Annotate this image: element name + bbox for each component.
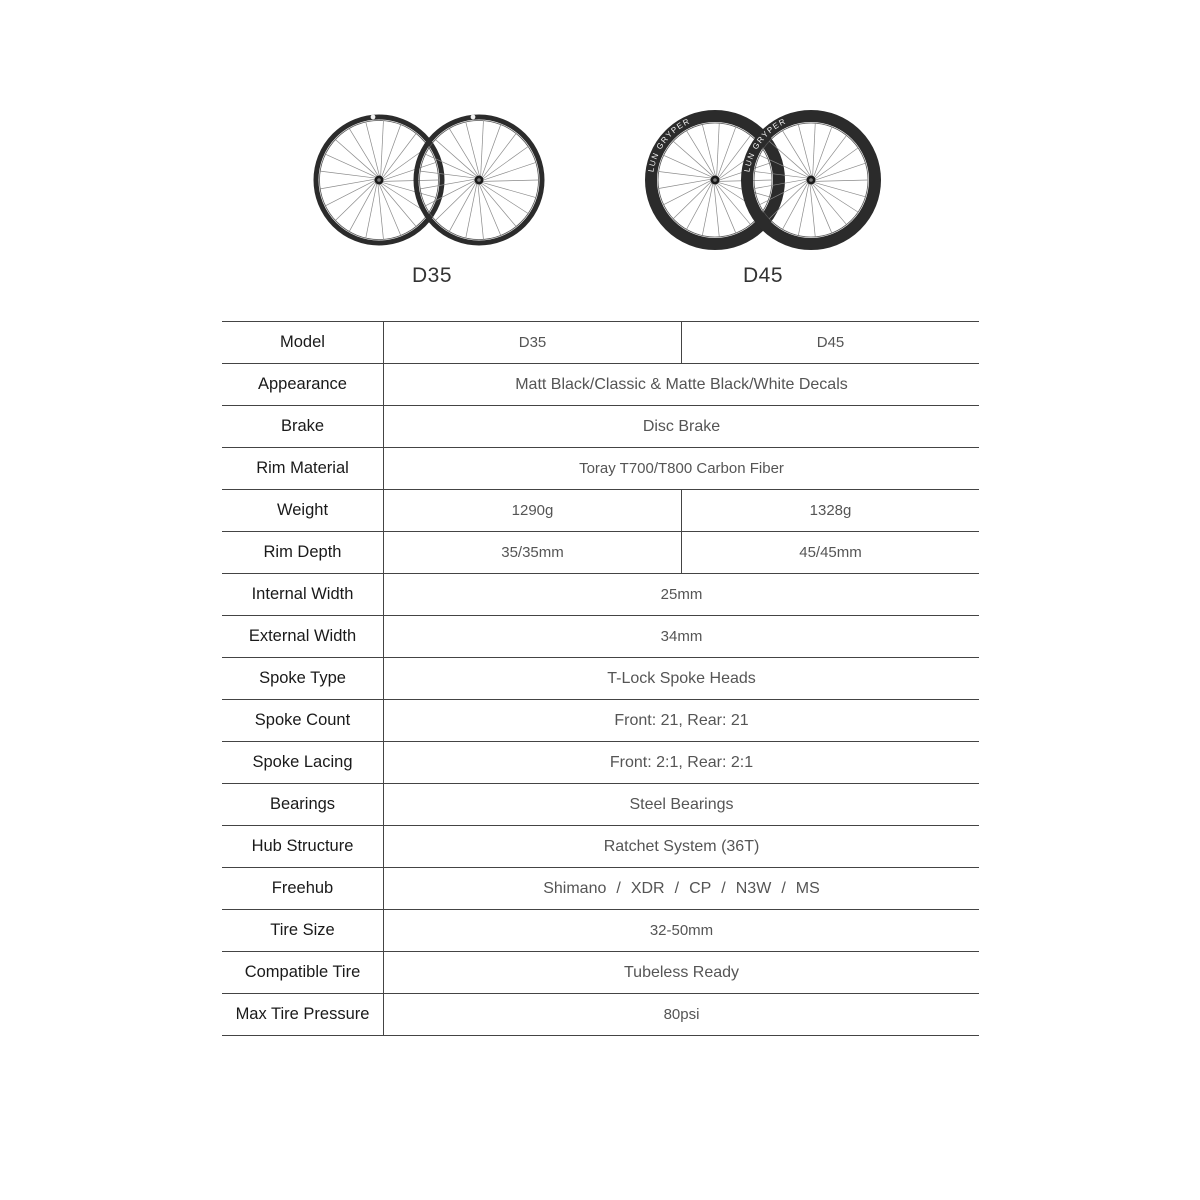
spoke [349,128,378,176]
row-label: Internal Width [222,574,384,616]
spoke [673,141,713,176]
spoke [420,179,475,189]
separator: / [674,879,680,897]
freehub-option: XDR [630,879,665,897]
row-value: Front: 21, Rear: 21 [384,700,980,742]
spoke [482,133,516,177]
d45-value-cell: 1328g [682,490,980,532]
table-row [222,658,979,700]
axle [809,178,813,182]
spoke [335,140,377,177]
spoke [320,171,375,178]
table-row [222,952,979,994]
row-label: Spoke Type [222,658,384,700]
spoke [482,125,501,177]
table-row [222,826,979,868]
axle [377,178,381,182]
freehub-option: N3W [735,879,772,897]
spoke [483,180,539,181]
d35-model-cell: D35 [384,322,682,364]
spoke [425,180,475,205]
d45-wheel-image [645,108,883,253]
spoke [718,127,736,177]
row-value: Steel Bearings [384,784,980,826]
spoke [382,125,401,177]
d35-value-cell: 1290g [384,490,682,532]
rim-decal [647,116,692,172]
spec-table [222,321,979,1036]
d35-label: D35 [411,264,453,287]
table-row [222,574,979,616]
row-label: Freehub [222,868,384,910]
spoke [481,121,484,177]
rim-logo [371,115,376,120]
spoke [673,182,711,219]
table-row [222,532,979,574]
spoke [381,121,384,177]
spoke [449,128,478,176]
separator: / [721,879,726,897]
row-label: Appearance [222,364,384,406]
d45-label: D45 [742,264,784,287]
row-value: Front: 2:1, Rear: 2:1 [384,742,980,784]
freehub-option: CP [689,879,712,897]
freehub-option: MS [795,879,820,897]
spoke [325,180,375,205]
row-value: 25mm [384,574,980,616]
table-row [222,784,979,826]
spoke [814,127,832,177]
row-value: 34mm [384,616,980,658]
table-row [222,490,979,532]
wheel [416,115,542,243]
row-label: Max Tire Pressure [222,994,384,1036]
spoke [664,180,711,204]
d45-value-cell: 45/45mm [682,532,980,574]
spoke [659,172,712,179]
row-value: 80psi [384,994,980,1036]
rim-logo [471,115,476,120]
row-label: Rim Material [222,448,384,490]
d45-model-cell: D45 [682,322,980,364]
freehub-options [384,868,980,910]
table-row [222,700,979,742]
spoke [687,131,715,176]
spoke [815,163,865,180]
axle [713,178,717,182]
row-label: Rim Depth [222,532,384,574]
row-label: Compatible Tire [222,952,384,994]
freehub-option: Shimano [543,879,607,897]
spoke [483,146,528,179]
spoke [382,133,416,177]
rim-decal-text: LUN GRYPER [646,116,693,173]
spoke [420,171,475,178]
row-label: Model [222,322,384,364]
table-row [222,448,979,490]
row-label: Tire Size [222,910,384,952]
separator: / [616,879,621,897]
row-label: Brake [222,406,384,448]
spoke [320,179,375,189]
spoke [483,162,536,180]
table-row-freehub [222,868,979,910]
d45-wheels-svg [645,108,883,253]
spoke [335,182,375,221]
spoke [659,179,711,188]
spoke [664,155,713,177]
rim-decal-text: LUN GRYPER [742,116,789,173]
table-row [222,742,979,784]
spoke [813,123,816,176]
spoke [481,183,528,213]
table-row-model [222,322,979,364]
row-value: Tubeless Ready [384,952,980,994]
row-label: Bearings [222,784,384,826]
table-row [222,994,979,1036]
axle [477,178,481,182]
spoke [717,123,720,176]
separator: / [781,879,786,897]
row-value: T-Lock Spoke Heads [384,658,980,700]
spoke [425,154,476,177]
d35-wheels-svg [312,108,550,253]
spoke [813,183,858,212]
row-label: Spoke Lacing [222,742,384,784]
spoke [815,180,868,181]
spoke [383,162,436,180]
row-label: Weight [222,490,384,532]
table-row [222,910,979,952]
row-value: 32-50mm [384,910,980,952]
wheel [316,115,442,243]
d35-wheel-image [312,108,550,253]
table-row [222,616,979,658]
spoke [325,154,376,177]
row-label: External Width [222,616,384,658]
row-value: Matt Black/Classic & Matte Black/White Decals [384,364,980,406]
d35-value-cell: 35/35mm [384,532,682,574]
row-value: Toray T700/T800 Carbon Fiber [384,448,980,490]
spoke [783,131,811,176]
spoke [815,148,858,179]
row-value: Ratchet System (36T) [384,826,980,868]
spoke [383,180,439,181]
table-row [222,364,979,406]
row-label: Spoke Count [222,700,384,742]
table-row [222,406,979,448]
row-label: Hub Structure [222,826,384,868]
row-value: Disc Brake [384,406,980,448]
spoke [814,182,865,196]
